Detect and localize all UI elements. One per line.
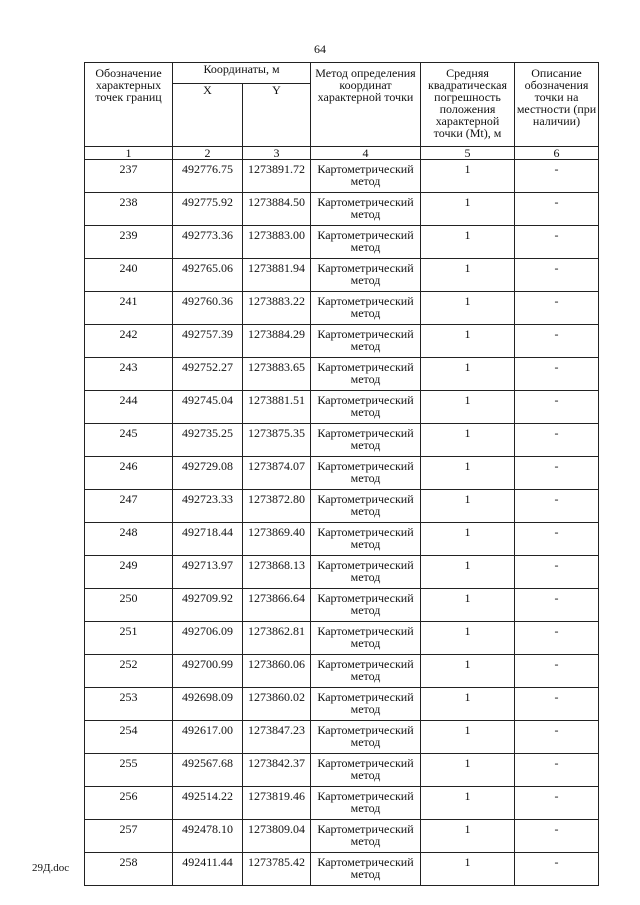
cell-x: 492775.92 — [173, 193, 243, 226]
cell-point: 240 — [85, 259, 173, 292]
cell-point: 250 — [85, 589, 173, 622]
cell-y: 1273875.35 — [243, 424, 311, 457]
table-row — [85, 226, 599, 259]
cell-error: 1 — [421, 589, 515, 622]
cell-point: 251 — [85, 622, 173, 655]
table-row — [85, 523, 599, 556]
cell-description: - — [515, 226, 599, 259]
cell-description: - — [515, 655, 599, 688]
cell-y: 1273883.22 — [243, 292, 311, 325]
cell-x: 492706.09 — [173, 622, 243, 655]
header-description: Описание обозначения точки на местности (при наличии) — [515, 63, 599, 147]
column-index: 5 — [421, 147, 515, 160]
table-row — [85, 424, 599, 457]
cell-point: 244 — [85, 391, 173, 424]
cell-y: 1273869.40 — [243, 523, 311, 556]
cell-point: 249 — [85, 556, 173, 589]
cell-description: - — [515, 457, 599, 490]
cell-y: 1273883.65 — [243, 358, 311, 391]
cell-description: - — [515, 754, 599, 787]
cell-error: 1 — [421, 688, 515, 721]
cell-error: 1 — [421, 655, 515, 688]
table-row — [85, 853, 599, 886]
cell-x: 492514.22 — [173, 787, 243, 820]
cell-error: 1 — [421, 523, 515, 556]
header-point: Обозначение характерных точек границ — [85, 63, 173, 147]
table-row — [85, 292, 599, 325]
header-method: Метод определения координат характерной точки — [311, 63, 421, 147]
cell-x: 492723.33 — [173, 490, 243, 523]
column-index: 2 — [173, 147, 243, 160]
page-number: 64 — [314, 42, 326, 56]
table-row — [85, 787, 599, 820]
cell-x: 492713.97 — [173, 556, 243, 589]
cell-y: 1273847.23 — [243, 721, 311, 754]
cell-error: 1 — [421, 622, 515, 655]
cell-y: 1273809.04 — [243, 820, 311, 853]
document-filename: 29Д.doc — [32, 862, 70, 874]
cell-error: 1 — [421, 721, 515, 754]
cell-x: 492729.08 — [173, 457, 243, 490]
cell-description: - — [515, 556, 599, 589]
cell-error: 1 — [421, 226, 515, 259]
cell-y: 1273868.13 — [243, 556, 311, 589]
table-row — [85, 358, 599, 391]
cell-method: Картометрический метод — [311, 391, 421, 424]
cell-point: 247 — [85, 490, 173, 523]
cell-description: - — [515, 589, 599, 622]
column-index: 3 — [243, 147, 311, 160]
coordinates-table — [84, 62, 599, 886]
cell-point: 246 — [85, 457, 173, 490]
cell-method: Картометрический метод — [311, 259, 421, 292]
cell-description: - — [515, 160, 599, 193]
cell-error: 1 — [421, 457, 515, 490]
cell-description: - — [515, 622, 599, 655]
cell-error: 1 — [421, 160, 515, 193]
table-row — [85, 556, 599, 589]
cell-method: Картометрический метод — [311, 160, 421, 193]
header-x: X — [173, 84, 243, 147]
cell-description: - — [515, 688, 599, 721]
table-row — [85, 193, 599, 226]
cell-method: Картометрический метод — [311, 358, 421, 391]
cell-method: Картометрический метод — [311, 292, 421, 325]
cell-point: 252 — [85, 655, 173, 688]
cell-description: - — [515, 424, 599, 457]
cell-error: 1 — [421, 490, 515, 523]
cell-x: 492765.06 — [173, 259, 243, 292]
cell-description: - — [515, 391, 599, 424]
header-coordinates: Координаты, м — [173, 63, 311, 84]
cell-method: Картометрический метод — [311, 523, 421, 556]
cell-y: 1273866.64 — [243, 589, 311, 622]
table-row — [85, 754, 599, 787]
cell-x: 492567.68 — [173, 754, 243, 787]
cell-description: - — [515, 787, 599, 820]
cell-x: 492735.25 — [173, 424, 243, 457]
table-row — [85, 820, 599, 853]
cell-y: 1273819.46 — [243, 787, 311, 820]
cell-y: 1273860.06 — [243, 655, 311, 688]
cell-error: 1 — [421, 358, 515, 391]
cell-y: 1273862.81 — [243, 622, 311, 655]
cell-x: 492478.10 — [173, 820, 243, 853]
cell-y: 1273891.72 — [243, 160, 311, 193]
cell-point: 254 — [85, 721, 173, 754]
cell-error: 1 — [421, 556, 515, 589]
cell-description: - — [515, 325, 599, 358]
cell-method: Картометрический метод — [311, 655, 421, 688]
column-index-row — [85, 147, 599, 160]
table-row — [85, 160, 599, 193]
table-row — [85, 622, 599, 655]
cell-method: Картометрический метод — [311, 787, 421, 820]
cell-y: 1273881.51 — [243, 391, 311, 424]
cell-description: - — [515, 193, 599, 226]
cell-method: Картометрический метод — [311, 490, 421, 523]
table-row — [85, 721, 599, 754]
table-row — [85, 688, 599, 721]
cell-method: Картометрический метод — [311, 424, 421, 457]
cell-description: - — [515, 853, 599, 886]
cell-method: Картометрический метод — [311, 226, 421, 259]
cell-method: Картометрический метод — [311, 589, 421, 622]
cell-description: - — [515, 259, 599, 292]
table-row — [85, 259, 599, 292]
cell-method: Картометрический метод — [311, 556, 421, 589]
cell-x: 492617.00 — [173, 721, 243, 754]
cell-point: 258 — [85, 853, 173, 886]
cell-y: 1273860.02 — [243, 688, 311, 721]
cell-error: 1 — [421, 193, 515, 226]
cell-point: 243 — [85, 358, 173, 391]
cell-x: 492757.39 — [173, 325, 243, 358]
cell-error: 1 — [421, 787, 515, 820]
cell-y: 1273842.37 — [243, 754, 311, 787]
cell-description: - — [515, 358, 599, 391]
cell-point: 238 — [85, 193, 173, 226]
cell-point: 241 — [85, 292, 173, 325]
cell-description: - — [515, 523, 599, 556]
table-row — [85, 655, 599, 688]
column-index: 6 — [515, 147, 599, 160]
table-row — [85, 325, 599, 358]
cell-x: 492698.09 — [173, 688, 243, 721]
cell-y: 1273884.29 — [243, 325, 311, 358]
cell-x: 492773.36 — [173, 226, 243, 259]
cell-y: 1273883.00 — [243, 226, 311, 259]
cell-x: 492752.27 — [173, 358, 243, 391]
cell-method: Картометрический метод — [311, 193, 421, 226]
cell-error: 1 — [421, 853, 515, 886]
cell-x: 492411.44 — [173, 853, 243, 886]
cell-point: 255 — [85, 754, 173, 787]
cell-y: 1273884.50 — [243, 193, 311, 226]
table-row — [85, 457, 599, 490]
column-index: 1 — [85, 147, 173, 160]
cell-x: 492745.04 — [173, 391, 243, 424]
cell-error: 1 — [421, 259, 515, 292]
header-y: Y — [243, 84, 311, 147]
cell-x: 492700.99 — [173, 655, 243, 688]
cell-error: 1 — [421, 292, 515, 325]
cell-method: Картометрический метод — [311, 325, 421, 358]
cell-point: 242 — [85, 325, 173, 358]
cell-error: 1 — [421, 391, 515, 424]
table-body — [85, 160, 599, 886]
cell-error: 1 — [421, 754, 515, 787]
cell-y: 1273881.94 — [243, 259, 311, 292]
cell-error: 1 — [421, 424, 515, 457]
cell-description: - — [515, 820, 599, 853]
cell-x: 492760.36 — [173, 292, 243, 325]
cell-description: - — [515, 292, 599, 325]
cell-error: 1 — [421, 325, 515, 358]
cell-method: Картометрический метод — [311, 853, 421, 886]
cell-point: 237 — [85, 160, 173, 193]
cell-error: 1 — [421, 820, 515, 853]
cell-point: 256 — [85, 787, 173, 820]
cell-method: Картометрический метод — [311, 754, 421, 787]
cell-y: 1273872.80 — [243, 490, 311, 523]
table-row — [85, 490, 599, 523]
cell-point: 253 — [85, 688, 173, 721]
cell-x: 492709.92 — [173, 589, 243, 622]
header-error: Средняя квадратическая погрешность положения характерной точки (Mt), м — [421, 63, 515, 147]
cell-method: Картометрический метод — [311, 820, 421, 853]
cell-y: 1273785.42 — [243, 853, 311, 886]
cell-method: Картометрический метод — [311, 622, 421, 655]
cell-description: - — [515, 721, 599, 754]
cell-point: 239 — [85, 226, 173, 259]
table-row — [85, 391, 599, 424]
column-index: 4 — [311, 147, 421, 160]
cell-point: 248 — [85, 523, 173, 556]
cell-method: Картометрический метод — [311, 457, 421, 490]
cell-y: 1273874.07 — [243, 457, 311, 490]
cell-method: Картометрический метод — [311, 688, 421, 721]
cell-method: Картометрический метод — [311, 721, 421, 754]
cell-point: 245 — [85, 424, 173, 457]
table-row — [85, 589, 599, 622]
cell-point: 257 — [85, 820, 173, 853]
cell-x: 492718.44 — [173, 523, 243, 556]
cell-description: - — [515, 490, 599, 523]
cell-x: 492776.75 — [173, 160, 243, 193]
